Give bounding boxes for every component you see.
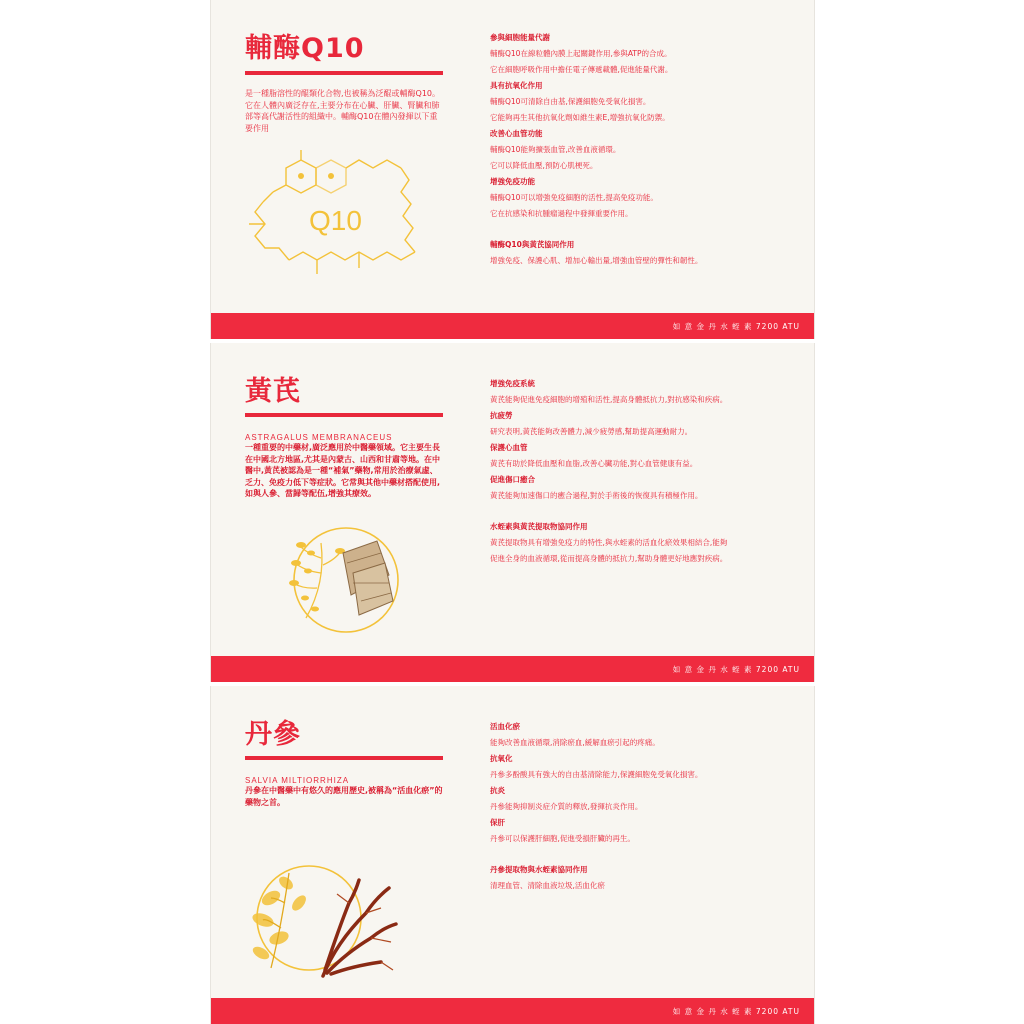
card-title: 輔酶Q10 xyxy=(245,33,365,64)
section-heading: 參與細胞能量代謝 xyxy=(490,33,550,42)
card-intro: 丹參在中醫藥中有悠久的應用歷史,被稱為“活血化瘀”的藥物之首。 xyxy=(245,786,443,807)
section-line: 黃芪能夠促進免疫細胞的增殖和活性,提高身體抵抗力,對抗感染和疾病。 xyxy=(490,395,728,404)
section-heading: 增強免疫系統 xyxy=(490,379,535,388)
section-line: 輔酶Q10可以增強免疫細胞的活性,提高免疫功能。 xyxy=(490,193,658,202)
synergy-line: 增強免疫、保護心肌、增加心輸出量,增強血管壁的彈性和韌性。 xyxy=(490,256,703,265)
section-line: 黃芪能夠加速傷口的癒合過程,對於手術後的恢復具有積極作用。 xyxy=(490,491,703,500)
section-heading: 具有抗氧化作用 xyxy=(490,81,543,90)
footer-bar xyxy=(211,656,814,682)
title-underline xyxy=(245,413,443,417)
benefits-column xyxy=(490,376,800,567)
footer-brand-label: 如 意 金 丹 水 蛭 素 7200 ATU xyxy=(672,1007,800,1016)
synergy-heading: 水蛭素與黃芪提取物協同作用 xyxy=(490,522,588,531)
astragalus-herb-icon xyxy=(281,523,411,638)
latin-name: ASTRAGALUS MEMBRANACEUS xyxy=(245,433,393,442)
card-title: 丹參 xyxy=(245,719,301,750)
footer-brand-label: 如 意 金 丹 水 蛭 素 7200 ATU xyxy=(672,322,800,331)
section-line: 它可以降低血壓,預防心肌梗死。 xyxy=(490,161,598,170)
section-line: 它在細胞呼吸作用中擔任電子傳遞載體,促進能量代謝。 xyxy=(490,65,673,74)
section-line: 丹參能夠抑制炎症介質的釋放,發揮抗炎作用。 xyxy=(490,802,643,811)
section-line: 研究表明,黃芪能夠改善體力,減少疲勞感,幫助提高運動耐力。 xyxy=(490,427,693,436)
section-line: 輔酶Q10在線粒體內膜上起關鍵作用,參與ATP的合成。 xyxy=(490,49,672,58)
card-salvia xyxy=(210,686,815,1024)
synergy-heading: 丹參提取物與水蛭素協同作用 xyxy=(490,865,588,874)
section-line: 能夠改善血液循環,消除瘀血,緩解血瘀引起的疼痛。 xyxy=(490,738,660,747)
section-heading: 促進傷口癒合 xyxy=(490,475,535,484)
section-line: 輔酶Q10可清除自由基,保護細胞免受氧化損害。 xyxy=(490,97,651,106)
section-heading: 保護心血管 xyxy=(490,443,528,452)
card-intro: 一種重要的中藥材,廣泛應用於中醫藥領域。它主要生長在中國北方地區,尤其是內蒙古、山西和甘肅等地。在中醫中,黃芪被認為是一種“補氣”藥物,常用於治療氣虛、乏力、免疫力低下等症狀。它常與其他中藥材搭配使用,如與人參、當歸等配伍,增強其療效。 xyxy=(245,443,441,498)
section-heading: 保肝 xyxy=(490,818,505,827)
card-title: 黃芪 xyxy=(245,376,301,407)
title-underline xyxy=(245,756,443,760)
section-line: 丹參多酚酸具有強大的自由基清除能力,保護細胞免受氧化損害。 xyxy=(490,770,703,779)
synergy-heading: 輔酶Q10與黃芪協同作用 xyxy=(490,240,575,249)
section-heading: 抗疲勞 xyxy=(490,411,513,420)
footer-bar xyxy=(211,998,814,1024)
footer-brand-label: 如 意 金 丹 水 蛭 素 7200 ATU xyxy=(672,665,800,674)
footer-bar xyxy=(211,313,814,339)
latin-name: SALVIA MILTIORRHIZA xyxy=(245,776,350,785)
section-line: 丹參可以保護肝細胞,促進受損肝臟的再生。 xyxy=(490,834,635,843)
q10-molecule-label: Q10 xyxy=(309,205,362,236)
section-line: 它在抗感染和抗腫瘤過程中發揮重要作用。 xyxy=(490,209,633,218)
salvia-root-icon xyxy=(241,858,401,983)
section-line: 黃芪有助於降低血壓和血脂,改善心臟功能,對心血管健康有益。 xyxy=(490,459,698,468)
synergy-line: 黃芪提取物具有增強免疫力的特性,與水蛭素的活血化瘀效果相結合,能夠 xyxy=(490,538,728,547)
synergy-line: 清理血管、清除血液垃圾,活血化瘀 xyxy=(490,881,605,890)
benefits-column xyxy=(490,719,800,894)
section-heading: 改善心血管功能 xyxy=(490,129,543,138)
benefits-column xyxy=(490,30,800,269)
section-heading: 抗炎 xyxy=(490,786,505,795)
section-line: 輔酶Q10能夠擴張血管,改善血液循環。 xyxy=(490,145,621,154)
card-coenzyme-q10 xyxy=(210,0,815,339)
section-heading: 活血化瘀 xyxy=(490,722,520,731)
section-heading: 抗氧化 xyxy=(490,754,513,763)
card-intro: 是一種脂溶性的醌類化合物,也被稱為泛醌或輔酶Q10。它在人體內廣泛存在,主要分布在心臟、肝臟、腎臟和肺部等高代謝活性的組織中。輔酶Q10在體內發揮以下重要作用 xyxy=(245,89,441,133)
card-astragalus xyxy=(210,343,815,682)
section-line: 它能夠再生其他抗氧化劑如維生素E,增強抗氧化防禦。 xyxy=(490,113,670,122)
section-heading: 增強免疫功能 xyxy=(490,177,535,186)
synergy-line: 促進全身的血液循環,從而提高身體的抵抗力,幫助身體更好地應對疾病。 xyxy=(490,554,728,563)
title-underline xyxy=(245,71,443,75)
